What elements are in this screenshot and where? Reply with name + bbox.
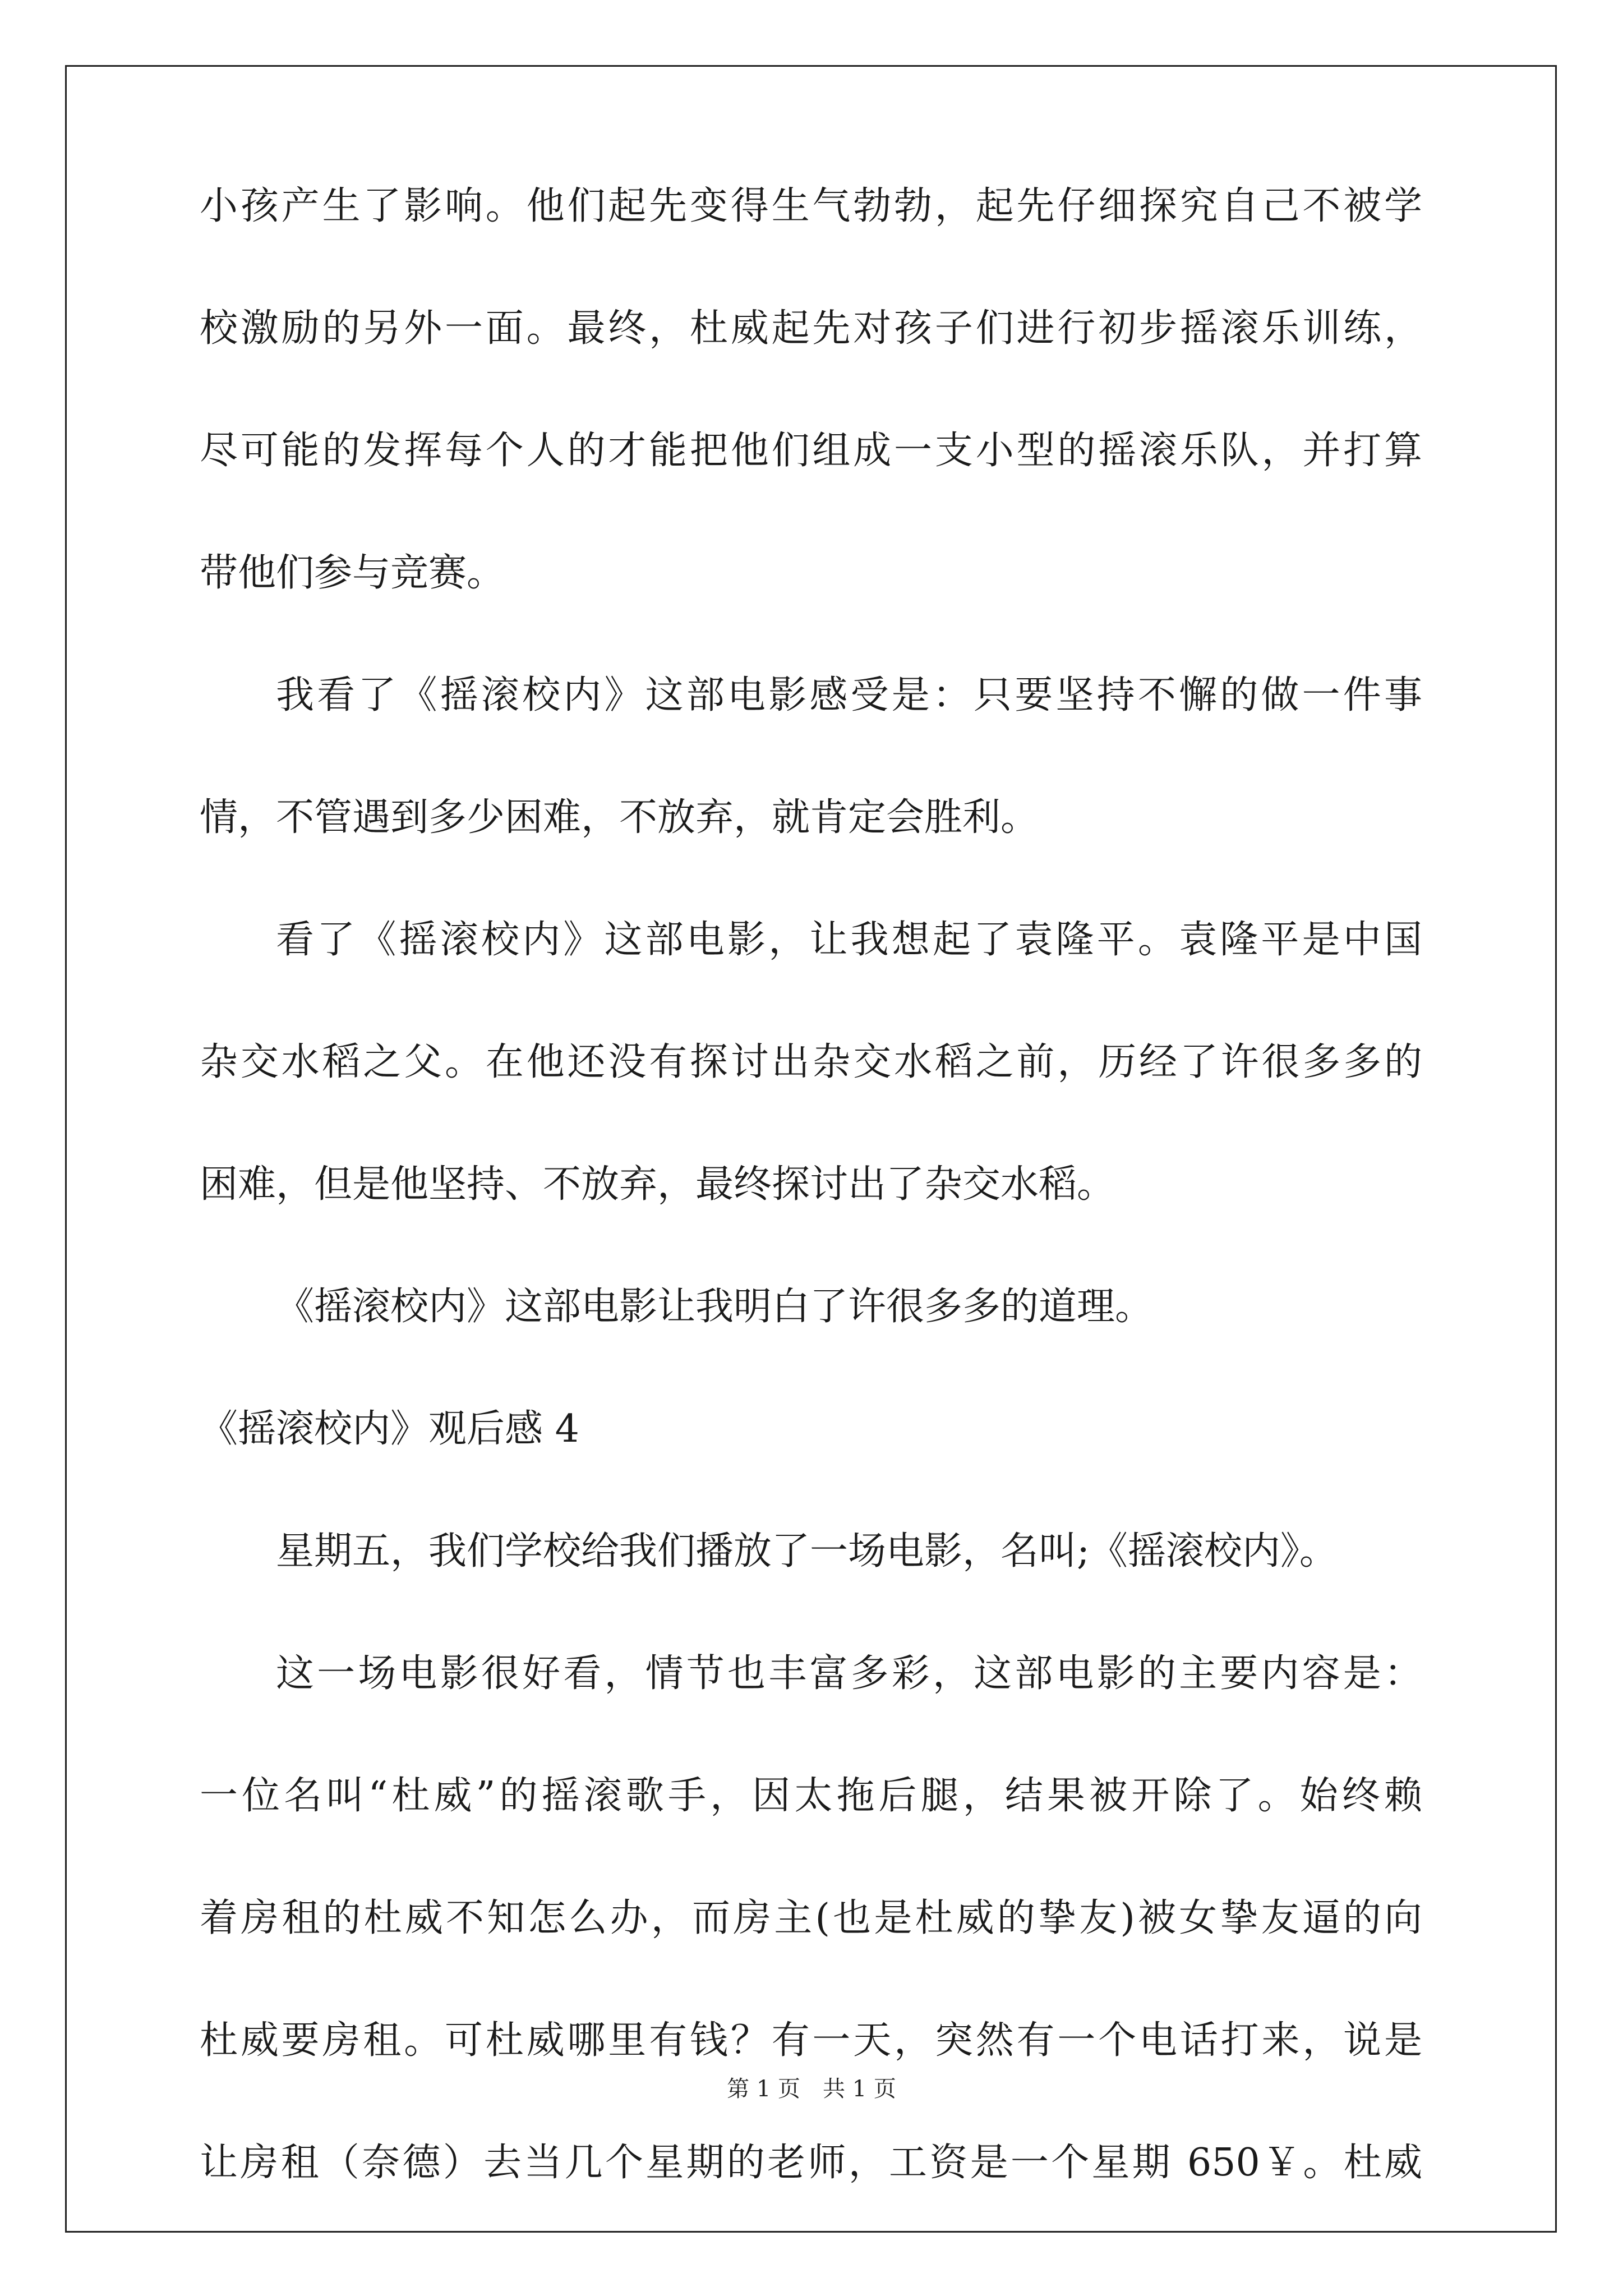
paragraph-line: 带他们参与竞赛。 [200, 551, 505, 595]
paragraph-line: 杂交水稻之父。在他还没有探讨出杂交水稻之前，历经了许很多多的 [200, 1040, 1422, 1084]
paragraph-line: 让房租（奈德）去当几个星期的老师，工资是一个星期 650￥。杜威 [200, 2141, 1422, 2185]
paragraph-line: 着房租的杜威不知怎么办，而房主(也是杜威的挚友)被女挚友逼的向 [200, 1896, 1422, 1940]
paragraph-line: 看了《摇滚校内》这部电影，让我想起了袁隆平。袁隆平是中国 [276, 918, 1422, 962]
paragraph-line: 杜威要房租。可杜威哪里有钱？有一天，突然有一个电话打来，说是 [200, 2018, 1422, 2063]
paragraph-line: 《摇滚校内》这部电影让我明白了许很多多的道理。 [276, 1285, 1154, 1329]
paragraph-line: 星期五，我们学校给我们播放了一场电影，名叫;《摇滚校内》。 [276, 1529, 1338, 1573]
paragraph-line: 校激励的另外一面。最终，杜威起先对孩子们进行初步摇滚乐训练， [200, 306, 1422, 351]
document-body [200, 185, 1422, 2264]
section-heading: 《摇滚校内》观后感 4 [200, 1407, 579, 1451]
paragraph-line: 一位名叫“杜威”的摇滚歌手，因太拖后腿，结果被开除了。始终赖 [200, 1774, 1422, 1818]
paragraph-line: 情，不管遇到多少困难，不放弃，就肯定会胜利。 [200, 795, 1039, 840]
page-number-footer: 第 1 页 共 1 页 [727, 2076, 896, 2102]
paragraph-line: 小孩产生了影响。他们起先变得生气勃勃，起先仔细探究自己不被学 [200, 184, 1422, 228]
paragraph-line: 尽可能的发挥每个人的才能把他们组成一支小型的摇滚乐队，并打算 [200, 429, 1422, 473]
paragraph-line: 困难，但是他坚持、不放弃，最终探讨出了杂交水稻。 [200, 1162, 1115, 1207]
paragraph-line: 这一场电影很好看，情节也丰富多彩，这部电影的主要内容是： [276, 1651, 1422, 1696]
paragraph-line: 我看了《摇滚校内》这部电影感受是：只要坚持不懈的做一件事 [276, 673, 1422, 717]
